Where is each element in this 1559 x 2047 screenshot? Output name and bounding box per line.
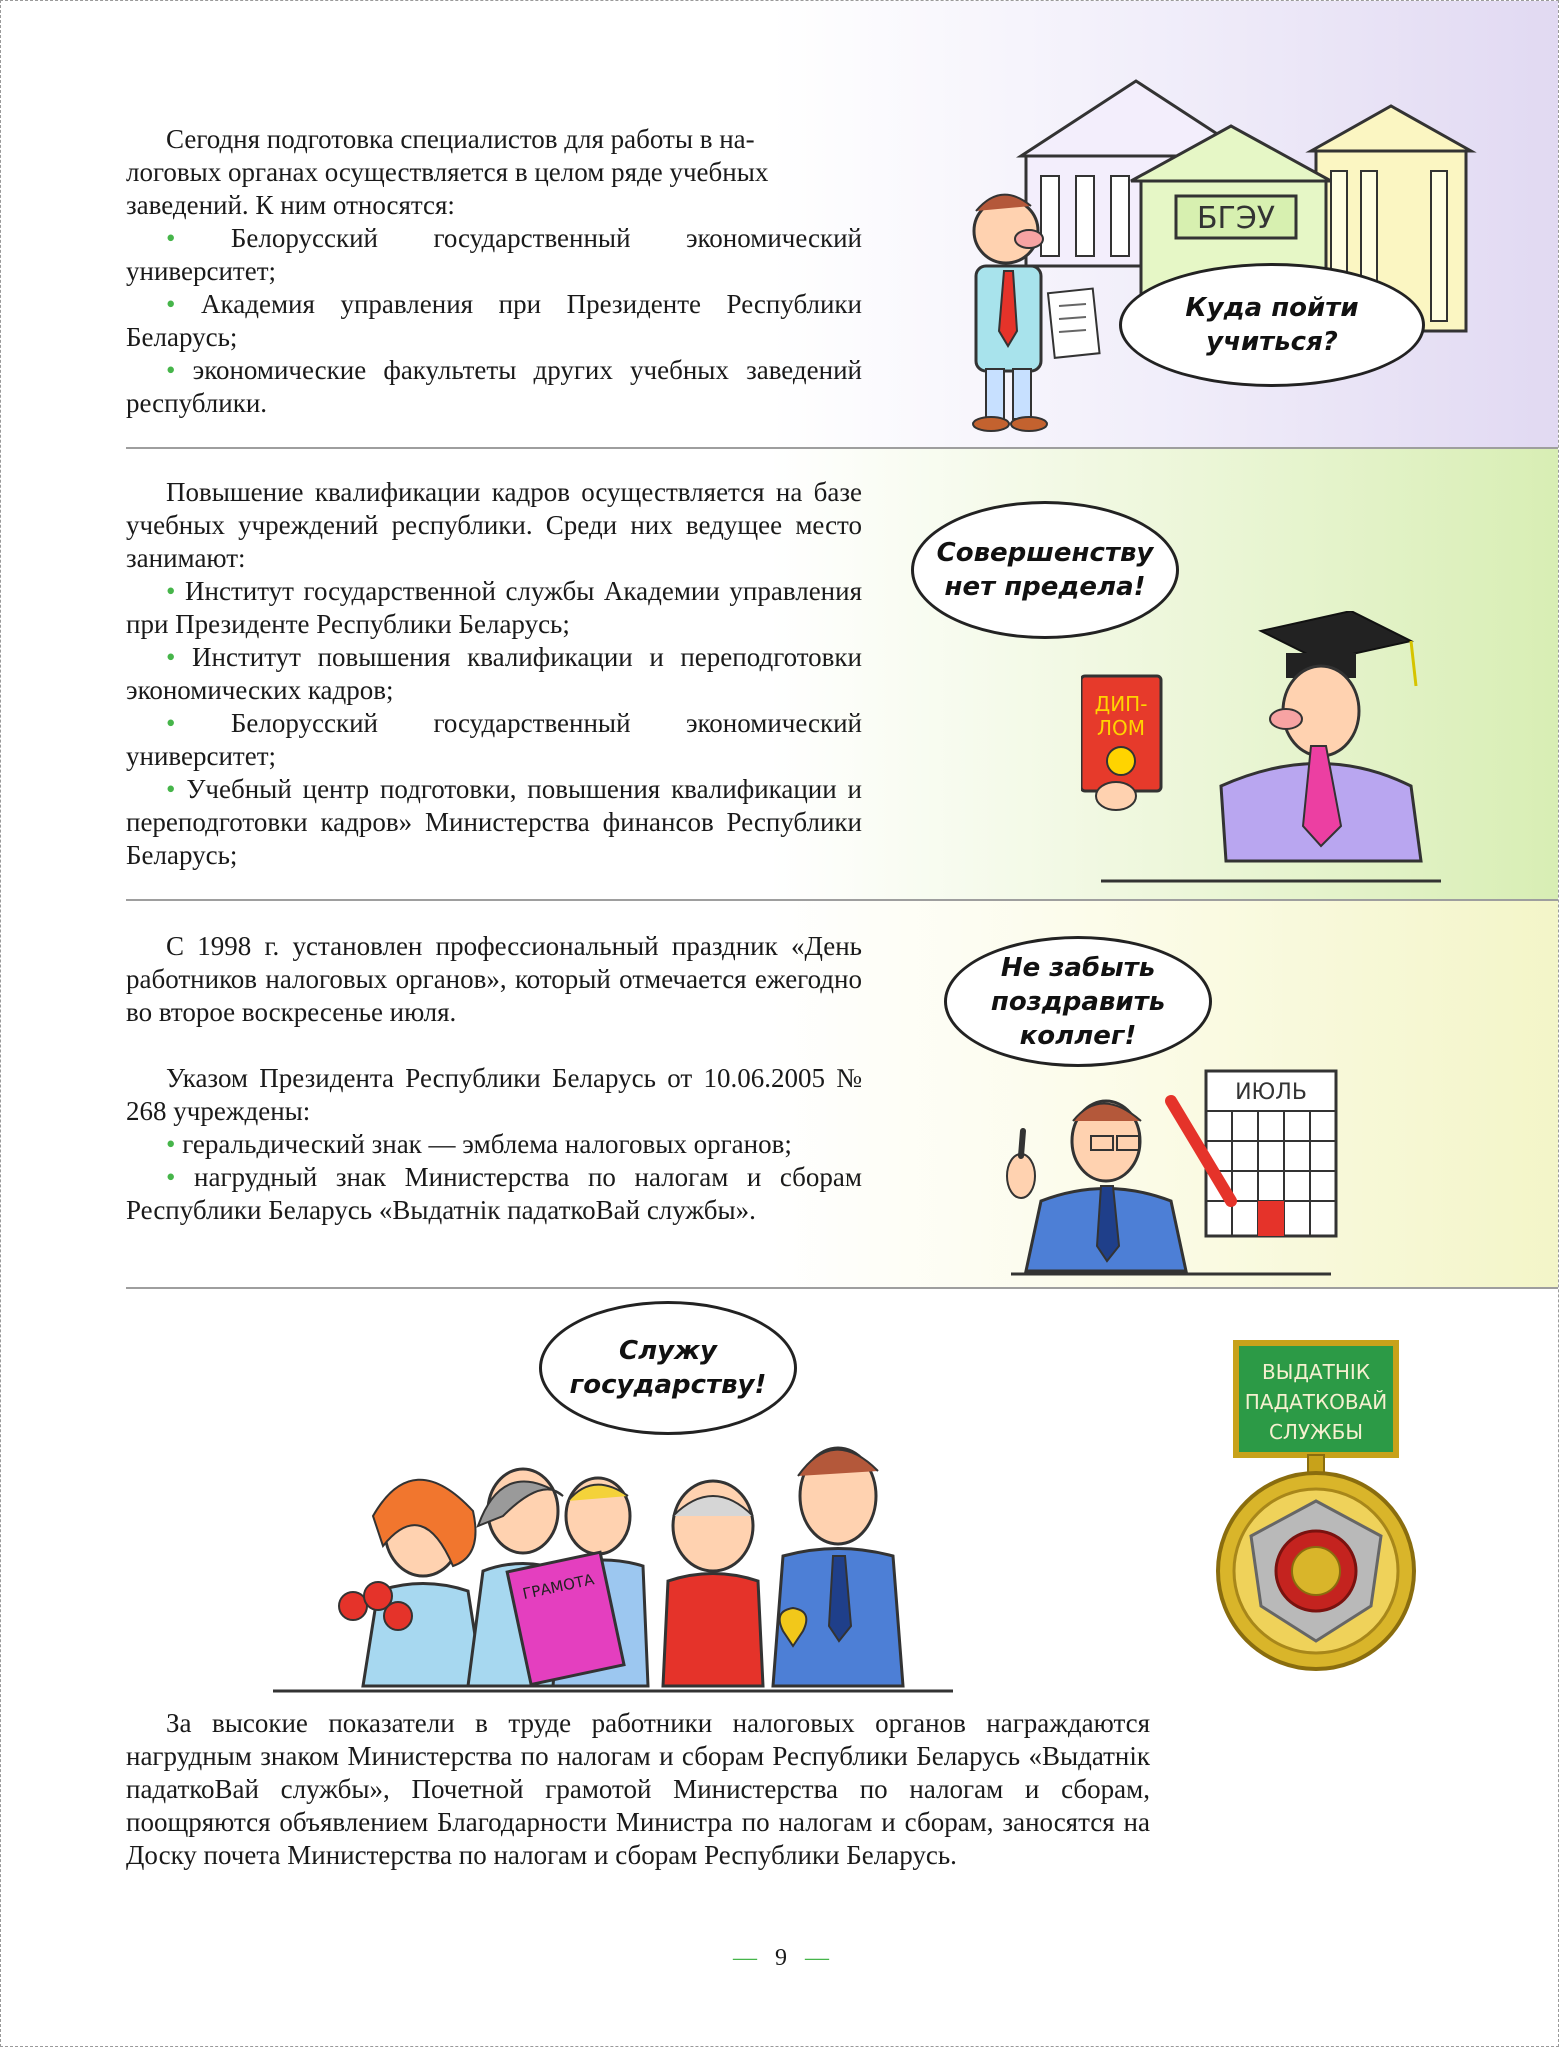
section-3-text (126, 930, 862, 1227)
divider-1 (126, 447, 1558, 449)
colleagues-award-illustration (273, 1396, 953, 1696)
section-1-bullet: • Академия управления при Президенте Республики Беларусь; (126, 289, 863, 352)
section-2-bullet: • Институт государственной службы Академии управления при Президенте Республики Беларусь; (126, 576, 862, 639)
spacer (126, 1029, 862, 1062)
section-3-holiday: С 1998 г. установлен профессиональный праздник «День работников налоговых органов», который отмечается ежегодно во второе воскресенье июля. (126, 931, 862, 1027)
divider-3 (126, 1287, 1558, 1289)
medal-text-line3: СЛУЖБЫ (1268, 1420, 1364, 1444)
section-2-intro: Повышение квалификации кадров осуществляется на базе учебных учреждений республики. Среди них ведущее место занимают: (126, 477, 862, 573)
medal-text-line1: ВЫДАТНІК (1261, 1360, 1371, 1384)
section-2-bullet: • Белорусский государственный экономический университет; (126, 708, 863, 771)
section-1-bullet: • экономические факультеты других учебных заведений республики. (126, 355, 863, 418)
section-2-bullet: • Учебный центр подготовки, повышения квалификации и переподготовки кадров» Министерства финансов Республики Беларусь; (126, 774, 863, 870)
medal-text-line2: ПАДАТКОВАЙ (1244, 1390, 1388, 1414)
section-3-bullet: • геральдический знак — эмблема налоговых органов; (166, 1129, 792, 1159)
graduate-illustration (1081, 611, 1461, 886)
section-3-bullet: • нагрудный знак Министерства по налогам и сборам Республики Беларусь «Выдатнік падаткоВай службы». (126, 1162, 862, 1225)
speech-bubble-where-to-study: Куда пойти учиться? (1119, 263, 1425, 387)
section-1-bullet: • Белорусский государственный экономический университет; (126, 223, 863, 286)
page-number: — 9 — (733, 1945, 829, 1971)
calendar-illustration (1001, 1051, 1361, 1276)
building-sign: БГЭУ (1196, 201, 1276, 236)
awards-paragraph: За высокие показатели в труде работники налоговых органов награждаются нагрудным знаком Министерства по налогам и сборам Республики Беларусь «Выдатнік падаткоВай службы», Почетной грамотой Министерства по налогам и сборам, поощряются объявлением Благодарности Министра по налогам и сборам, заносятся на Доску почета Министерства по налогам и сборам Республики Беларусь. (126, 1708, 1150, 1870)
medal-badge-image (1196, 1331, 1426, 1671)
diploma-text-line1: ДИП- (1094, 692, 1148, 716)
page-number-dash-left: — (733, 1945, 757, 1971)
section-4-text (126, 1707, 1150, 1872)
university-buildings-illustration (931, 61, 1491, 441)
section-1-text (126, 123, 862, 420)
speech-bubble-perfection: Совершенству нет предела! (911, 501, 1179, 639)
diploma-text-line2: ЛОМ (1096, 716, 1146, 740)
section-1-intro: Сегодня подготовка специалистов для работы в на- логовых органах осуществляется в целом ряде учебных заведений. К ним относятся: (126, 124, 769, 220)
certificate-label: ГРАМОТА (520, 1570, 596, 1604)
divider-2 (126, 899, 1558, 901)
section-3-decree: Указом Президента Республики Беларусь от 10.06.2005 № 268 учреждены: (126, 1063, 862, 1126)
speech-bubble-congratulate: Не забыть поздравить коллег! (944, 936, 1212, 1067)
section-2-text (126, 476, 862, 872)
speech-bubble-serve-state: Служу государству! (539, 1301, 797, 1435)
page-number-dash-right: — (805, 1945, 829, 1971)
calendar-month: ИЮЛЬ (1235, 1080, 1307, 1105)
section-2-bullet: • Институт повышения квалификации и переподготовки экономических кадров; (126, 642, 862, 705)
